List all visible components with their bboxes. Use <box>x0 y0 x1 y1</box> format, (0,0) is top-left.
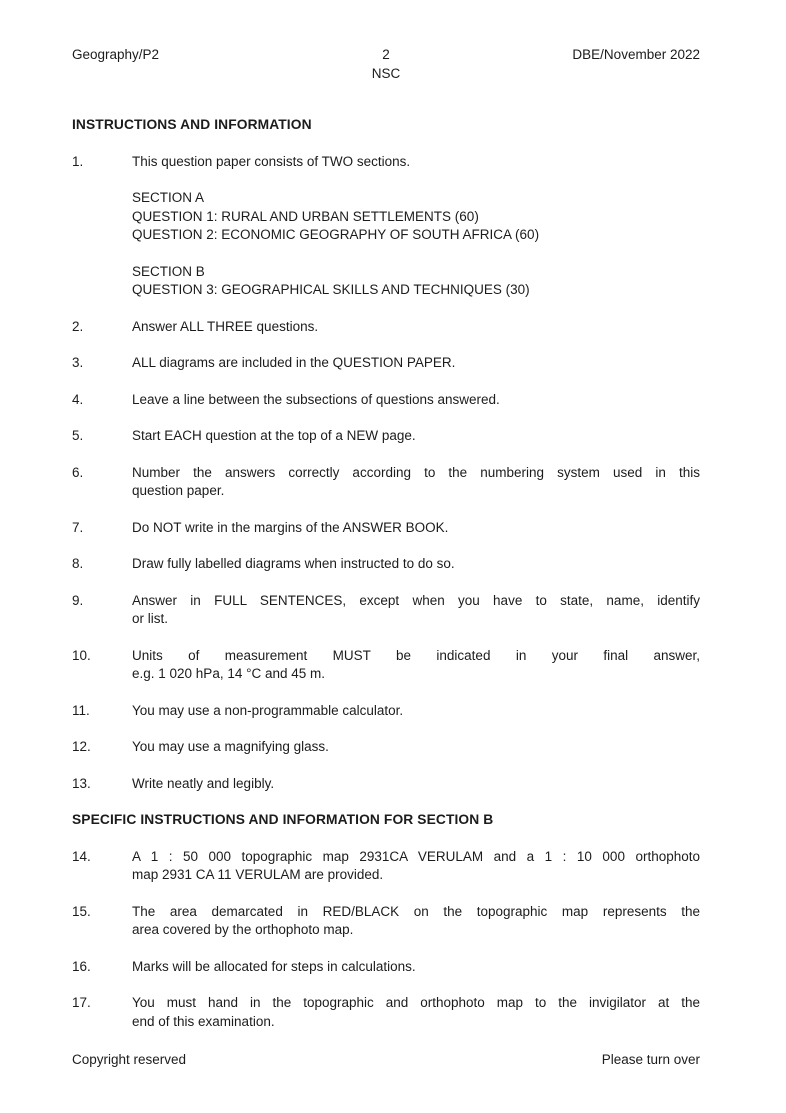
outline-line: QUESTION 1: RURAL AND URBAN SETTLEMENTS (60) <box>132 208 479 224</box>
item-text-line: Answer in FULL SENTENCES, except when you have to state, name, identify <box>132 592 700 608</box>
instruction-item-11 <box>72 702 700 721</box>
page-content <box>72 46 700 1049</box>
item-text-line: This question paper consists of TWO sections. <box>132 153 411 169</box>
section-b-outline <box>132 263 700 300</box>
section-a-outline <box>132 189 700 245</box>
instruction-item-8 <box>72 555 700 574</box>
item-number: 17. <box>72 995 91 1010</box>
item-body <box>132 153 700 300</box>
instruction-item-4 <box>72 391 700 410</box>
instruction-item-14 <box>72 848 700 885</box>
item-number: 9. <box>72 592 84 608</box>
outline-line: QUESTION 3: GEOGRAPHICAL SKILLS AND TECHNIQUES (30) <box>132 282 530 297</box>
outline-line: QUESTION 2: ECONOMIC GEOGRAPHY OF SOUTH AFRICA (60) <box>132 227 540 242</box>
instruction-item-17 <box>72 994 700 1031</box>
instruction-item-2 <box>72 318 700 337</box>
instruction-item-13 <box>72 775 700 794</box>
item-number: 7. <box>72 519 84 535</box>
instruction-item-7 <box>72 519 700 538</box>
item-text-line: Units of measurement MUST be indicated in your final answer, <box>132 647 700 663</box>
item-text-line: or list. <box>132 611 169 626</box>
item-text-line: end of this examination. <box>132 1013 275 1029</box>
header-center <box>372 46 401 83</box>
instruction-item-16 <box>72 958 700 977</box>
instruction-item-15 <box>72 903 700 940</box>
item-number: 2. <box>72 318 84 334</box>
item-text-line: Number the answers correctly according to the numbering system used in this <box>132 464 700 480</box>
item-number: 3. <box>72 355 84 370</box>
outline-line: SECTION B <box>132 263 205 279</box>
item-number: 14. <box>72 848 91 864</box>
item-text-line: You must hand in the topographic and orthophoto map to the invigilator at the <box>132 995 700 1010</box>
item-text-line: area covered by the orthophoto map. <box>132 922 354 937</box>
item-number: 11. <box>72 702 90 718</box>
item-text-line: ALL diagrams are included in the QUESTION PAPER. <box>132 355 456 370</box>
instruction-item-9 <box>72 592 700 629</box>
instruction-item-5 <box>72 427 700 446</box>
item-text-line: You may use a non-programmable calculator. <box>132 702 404 718</box>
page-number: 2 <box>382 47 390 62</box>
page-footer <box>72 1051 700 1070</box>
instruction-item-6 <box>72 464 700 501</box>
item-text-line: Write neatly and legibly. <box>132 775 275 791</box>
exam-level: NSC <box>371 65 401 81</box>
item-text-line: The area demarcated in RED/BLACK on the topographic map represents the <box>132 903 700 919</box>
item-text-line: Draw fully labelled diagrams when instructed to do so. <box>132 556 455 571</box>
header-exam-session: DBE/November 2022 <box>572 47 700 62</box>
instruction-item-3 <box>72 354 700 373</box>
turn-over-text: Please turn over <box>601 1051 700 1067</box>
item-text-line: Do NOT write in the margins of the ANSWER BOOK. <box>132 519 449 535</box>
item-text-line: You may use a magnifying glass. <box>132 739 329 754</box>
instruction-item-1 <box>72 153 700 300</box>
instruction-item-12 <box>72 738 700 757</box>
outline-line: SECTION A <box>132 190 205 205</box>
item-number: 12. <box>72 739 91 754</box>
item-text-line: A 1 : 50 000 topographic map 2931CA VERULAM and a 1 : 10 000 orthophoto <box>132 848 700 864</box>
header-doc-title: Geography/P2 <box>72 47 160 62</box>
item-number: 6. <box>72 464 84 480</box>
section-b-heading: SPECIFIC INSTRUCTIONS AND INFORMATION FOR SECTION B <box>72 812 494 827</box>
item-number: 1. <box>72 153 84 169</box>
item-number: 15. <box>72 903 91 919</box>
item-number: 13. <box>72 775 91 791</box>
item-number: 4. <box>72 391 84 407</box>
item-text-line: Marks will be allocated for steps in calculations. <box>132 958 416 974</box>
item-text-line: Answer ALL THREE questions. <box>132 318 319 334</box>
copyright-text: Copyright reserved <box>72 1051 187 1067</box>
page-header <box>72 46 700 83</box>
item-number: 10. <box>72 647 91 663</box>
item-text-line: Start EACH question at the top of a NEW page. <box>132 428 416 443</box>
item-text-line: question paper. <box>132 483 225 498</box>
item-text-line: Leave a line between the subsections of questions answered. <box>132 391 500 407</box>
item-number: 16. <box>72 958 91 974</box>
item-number: 8. <box>72 556 84 571</box>
item-number: 5. <box>72 428 84 443</box>
instructions-heading: INSTRUCTIONS AND INFORMATION <box>72 117 312 132</box>
instruction-item-10 <box>72 647 700 684</box>
item-text-line: e.g. 1 020 hPa, 14 °C and 45 m. <box>132 666 326 681</box>
item-text-line: map 2931 CA 11 VERULAM are provided. <box>132 867 384 882</box>
